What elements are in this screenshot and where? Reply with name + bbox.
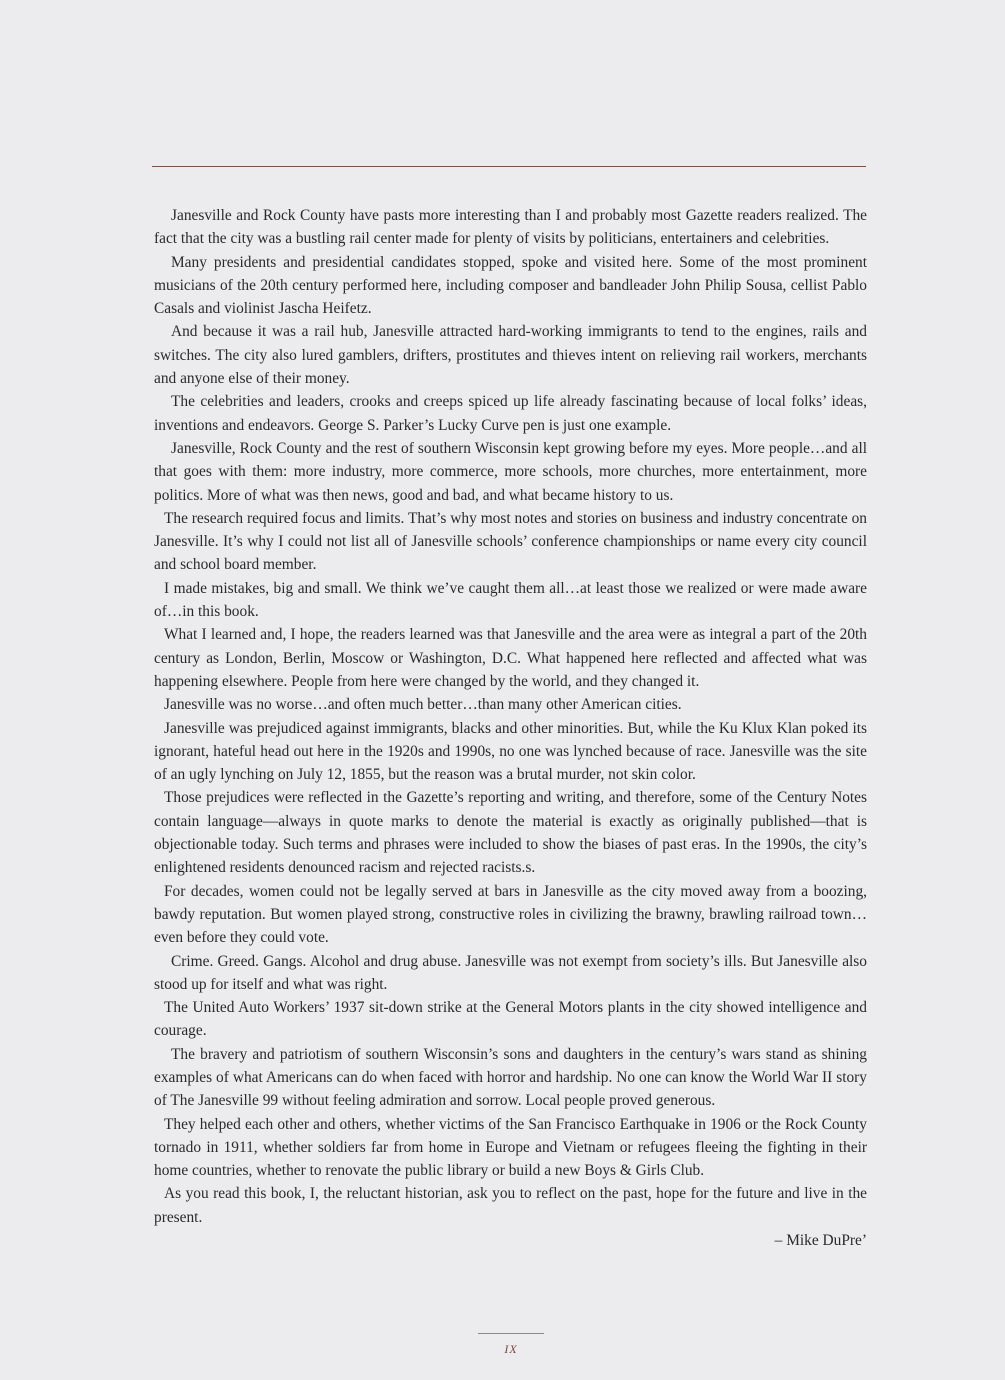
paragraph: The United Auto Workers’ 1937 sit-down strike at the General Motors plants in the city showed intelligence and courage. (154, 999, 867, 1040)
paragraph: As you read this book, I, the reluctant historian, ask you to reflect on the past, hope for the future and live in the present. (154, 1185, 867, 1226)
paragraph: And because it was a rail hub, Janesville attracted hard-working immigrants to tend to the engines, rails and switches. The city also lured gamblers, drifters, prostitutes and thieves intent on relieving rail workers, merchants and anyone else of their money. (154, 323, 867, 388)
body-text (154, 204, 867, 1252)
paragraph: Janesville, Rock County and the rest of southern Wisconsin kept growing before my eyes. More people…and all that goes with them: more industry, more commerce, more schools, more churches, more entertainment, more politics. More of what was then news, good and bad, and what became history to us. (154, 439, 867, 504)
paragraph: Many presidents and presidential candidates stopped, spoke and visited here. Some of the most prominent musicians of the 20th century performed here, including composer and bandleader John Philip Sousa, cellist Pablo Casals and violinist Jascha Heifetz. (154, 253, 867, 318)
paragraph: They helped each other and others, whether victims of the San Francisco Earthquake in 1906 or the Rock County tornado in 1911, whether soldiers far from home in Europe and Vietnam or refugees fleeing the fighting in their home countries, whether to renovate the public library or build a new Boys & Girls Club. (154, 1115, 867, 1180)
top-divider-rule (152, 166, 866, 167)
paragraph: The celebrities and leaders, crooks and creeps spiced up life already fascinating because of local folks’ ideas, inventions and endeavors. George S. Parker’s Lucky Curve pen is just one example. (154, 393, 867, 434)
paragraph: Janesville was no worse…and often much better…than many other American cities. (164, 696, 682, 714)
paragraph: I made mistakes, big and small. We think we’ve caught them all…at least those we realized or were made aware of…in this book. (154, 579, 867, 621)
paragraph: What I learned and, I hope, the readers learned was that Janesville and the area were as integral a part of the 20th century as London, Berlin, Moscow or Washington, D.C. What happened here reflected and affected what was happening elsewhere. People from here were changed by the world, and they changed it. (154, 626, 867, 690)
page-number: IX (504, 1342, 518, 1356)
paragraph: Janesville was prejudiced against immigrants, blacks and other minorities. But, while the Ku Klux Klan poked its ignorant, hateful head out here in the 1920s and 1990s, no one was lynched because of race. Janesville was the site of an ugly lynching on July 12, 1855, but the reason was a brutal murder, not skin color. (154, 719, 867, 784)
author-signature: – Mike DuPre’ (774, 1232, 867, 1250)
paragraph: Crime. Greed. Gangs. Alcohol and drug abuse. Janesville was not exempt from society’s ills. But Janesville also stood up for itself and what was right. (154, 952, 867, 993)
paragraph: The research required focus and limits. That’s why most notes and stories on business and industry concentrate on Janesville. It’s why I could not list all of Janesville schools’ conference championships or name every city council and school board member. (154, 509, 867, 574)
paragraph: Those prejudices were reflected in the Gazette’s reporting and writing, and therefore, some of the Century Notes contain language—always in quote marks to denote the material is exactly as originally published—that is objectionable today. Such terms and phrases were included to show the biases of past eras. In the 1990s, the city’s enlightened residents denounced racism and rejected racists.s. (154, 789, 867, 877)
paragraph: The bravery and patriotism of southern Wisconsin’s sons and daughters in the century’s wars stand as shining examples of what Americans can do when faced with horror and hardship. No one can know the World War II story of The Janesville 99 without feeling admiration and sorrow. Local people proved generous. (154, 1045, 867, 1110)
footer-divider-rule (478, 1333, 544, 1334)
paragraph: For decades, women could not be legally served at bars in Janesville as the city moved away from a boozing, bawdy reputation. But women played strong, constructive roles in civilizing the brawny, brawling railroad town…even before they could vote. (154, 882, 867, 947)
paragraph: Janesville and Rock County have pasts more interesting than I and probably most Gazette readers realized. The fact that the city was a bustling rail center made for plenty of visits by politicians, entertainers and celebrities. (154, 207, 867, 248)
